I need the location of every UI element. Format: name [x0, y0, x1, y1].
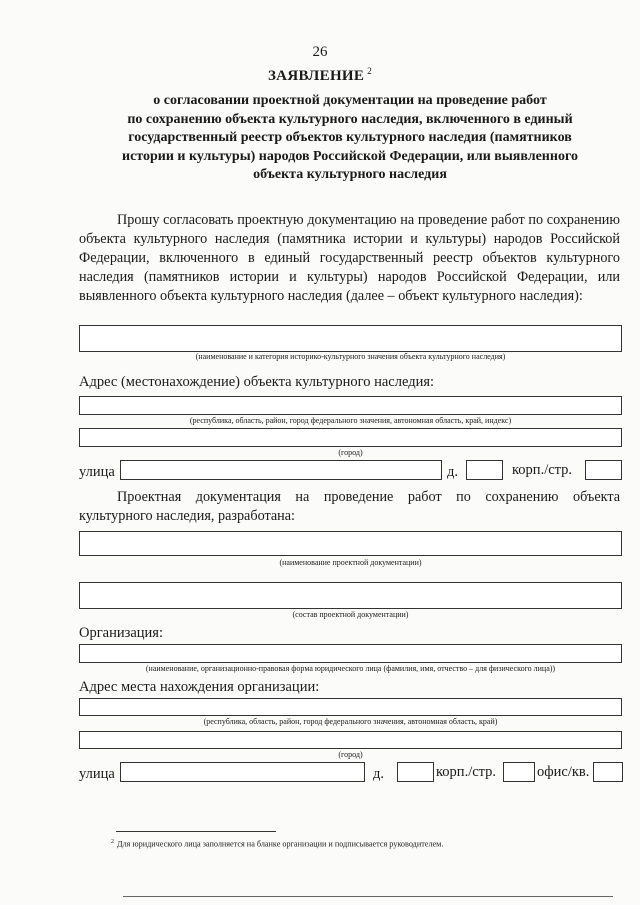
house-field[interactable]: [466, 460, 503, 480]
subtitle-line: объекта культурного наследия: [253, 167, 447, 182]
footnote: [111, 839, 443, 849]
document-subtitle: [90, 92, 610, 185]
document-title: [0, 66, 640, 85]
house-label: д.: [447, 464, 459, 480]
title-footnote-mark: 2: [367, 66, 373, 76]
org-office-label: офис/кв.: [537, 764, 590, 780]
project-composition-field[interactable]: [79, 582, 622, 609]
org-office-field[interactable]: [593, 762, 623, 782]
organization-caption: (наименование, организационно-правовая форма юридического лица (фамилия, имя, отчество – для физического лица)): [145, 664, 556, 673]
intro-paragraph: Прошу согласовать проектную документацию на проведение работ по сохранению объекта культурного наследия (памятника истории и культуры) народов Российской Федерации, включенного в единый государственный реестр объектов культурного наследия (памятников истории и культуры) народов Российской Федерации, или выявленного объекта культурного наследия (далее – объект культурного наследия):: [79, 212, 620, 305]
page-bottom-edge: [123, 896, 613, 897]
org-street-field[interactable]: [120, 762, 365, 782]
project-name-caption: (наименование проектной документации): [279, 558, 422, 567]
object-region-caption: (республика, область, район, город федерального значения, автономная область, край, индекс): [189, 416, 512, 425]
org-building-label: корп./стр.: [436, 764, 497, 780]
object-address-label: Адрес (местонахождение) объекта культурного наследия:: [79, 374, 435, 390]
org-city-caption: (город): [338, 750, 363, 759]
building-label: корп./стр.: [512, 462, 573, 478]
street-field[interactable]: [120, 460, 442, 480]
subtitle-line: по сохранению объекта культурного наследия, включенного в единый: [127, 111, 573, 127]
organization-field[interactable]: [79, 644, 622, 663]
project-composition-caption: (состав проектной документации): [292, 610, 409, 619]
org-street-label: улица: [79, 766, 115, 782]
footnote-text: Для юридического лица заполняется на бланке организации и подписывается руководителем.: [117, 839, 444, 849]
org-address-label: Адрес места нахождения организации:: [79, 679, 320, 695]
org-building-field[interactable]: [503, 762, 535, 782]
project-name-field[interactable]: [79, 531, 622, 556]
org-region-caption: (республика, область, район, город федерального значения, автономная область, край): [203, 717, 498, 726]
title-text: ЗАЯВЛЕНИЕ: [267, 68, 365, 84]
project-paragraph: Проектная документация на проведение работ по сохранению объекта культурного наследия, разработана:: [79, 489, 620, 525]
building-field[interactable]: [585, 460, 622, 480]
object-name-caption: (наименование и категория историко-культурного значения объекта культурного наследия): [195, 352, 506, 361]
org-city-field[interactable]: [79, 731, 622, 749]
page-number: 26: [312, 44, 328, 60]
footnote-mark: 2: [111, 839, 114, 845]
object-city-caption: (город): [338, 448, 363, 457]
object-name-field[interactable]: [79, 325, 622, 352]
object-city-field[interactable]: [79, 428, 622, 447]
subtitle-line: истории и культуры) народов Российской Федерации, или выявленного: [122, 148, 578, 164]
subtitle-line: государственный реестр объектов культурного наследия (памятников: [128, 130, 572, 145]
org-region-field[interactable]: [79, 698, 622, 716]
org-house-label: д.: [373, 766, 385, 782]
footnote-divider: [116, 831, 276, 832]
object-region-field[interactable]: [79, 396, 622, 415]
org-house-field[interactable]: [397, 762, 434, 782]
street-label: улица: [79, 464, 115, 480]
subtitle-line: о согласовании проектной документации на проведение работ: [153, 93, 547, 108]
organization-label: Организация:: [79, 625, 164, 641]
